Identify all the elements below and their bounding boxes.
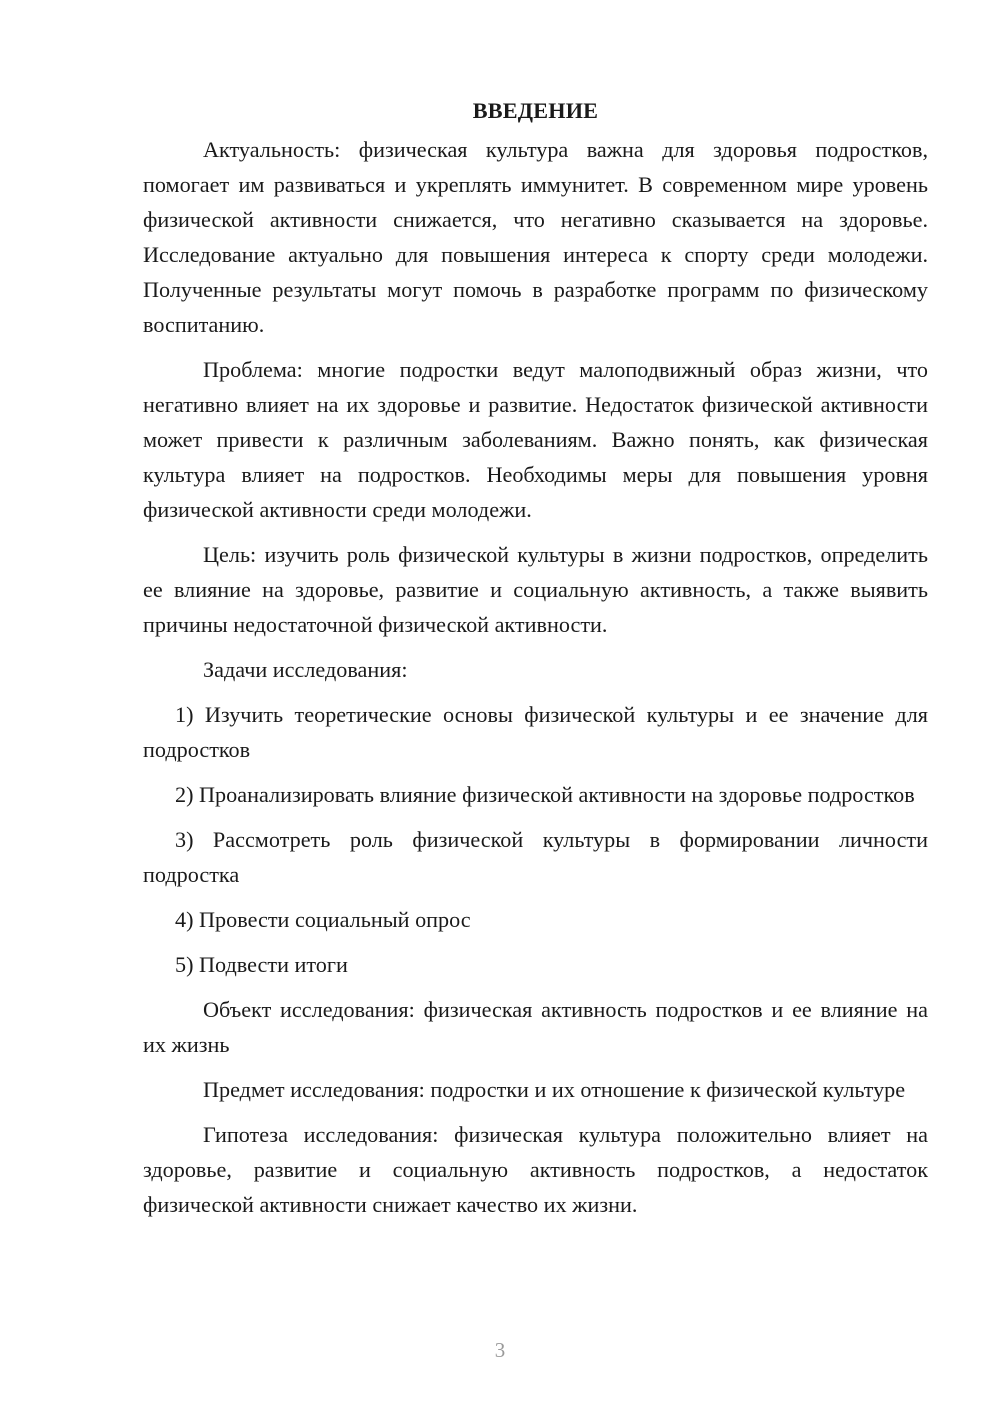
task-item-4: 4) Провести социальный опрос <box>175 907 471 932</box>
paragraph-hypothesis: Гипотеза исследования: физическая культура положительно влияет на здоровье, развитие и социальную активность подростков, а недостаток физической активности снижает качество их жизни. <box>143 1122 928 1217</box>
paragraph-object: Объект исследования: физическая активность подростков и ее влияние на их жизнь <box>143 997 928 1057</box>
section-title: ВВЕДЕНИЕ <box>472 98 599 123</box>
page-content <box>143 93 928 1232</box>
task-item-3: 3) Рассмотреть роль физической культуры в формировании личности подростка <box>143 827 928 887</box>
task-item-5: 5) Подвести итоги <box>175 952 348 977</box>
paragraph-subject: Предмет исследования: подростки и их отношение к физической культуре <box>203 1077 906 1102</box>
page-number: 3 <box>494 1338 506 1362</box>
paragraph-tasks-heading: Задачи исследования: <box>203 657 408 682</box>
task-item-1: 1) Изучить теоретические основы физической культуры и ее значение для подростков <box>143 702 928 762</box>
task-item-2: 2) Проанализировать влияние физической активности на здоровье подростков <box>175 782 915 807</box>
paragraph-problem: Проблема: многие подростки ведут малоподвижный образ жизни, что негативно влияет на их здоровье и развитие. Недостаток физической активности может привести к различным заболеваниям. Важно понять, как физическая культура влияет на подростков. Необходимы меры для повышения уровня физической активности среди молодежи. <box>143 357 928 522</box>
paragraph-goal: Цель: изучить роль физической культуры в жизни подростков, определить ее влияние на здоровье, развитие и социальную активность, а также выявить причины недостаточной физической активности. <box>143 542 928 637</box>
paragraph-relevance: Актуальность: физическая культура важна для здоровья подростков, помогает им развиваться и укреплять иммунитет. В современном мире уровень физической активности снижается, что негативно сказывается на здоровье. Исследование актуально для повышения интереса к спорту среди молодежи. Полученные результаты могут помочь в разработке программ по физическому воспитанию. <box>143 137 928 337</box>
